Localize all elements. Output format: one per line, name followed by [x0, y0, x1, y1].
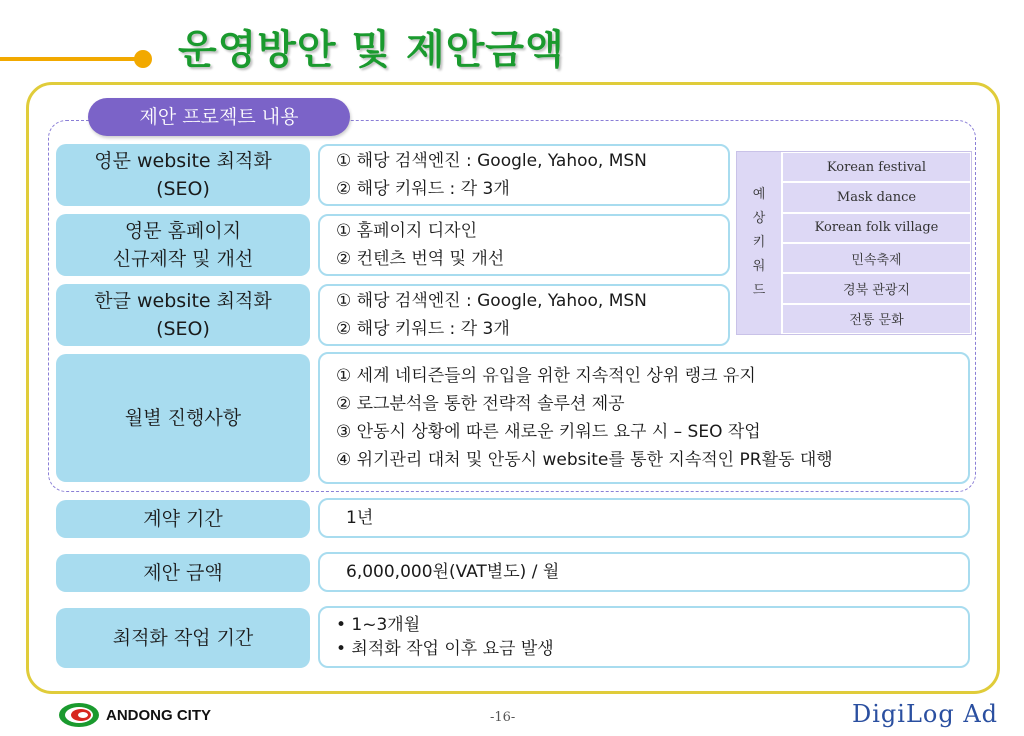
- row-label-line: 영문 홈페이지: [124, 220, 242, 242]
- side-label-char: 드: [752, 283, 766, 298]
- row-content-monthly-progress: [318, 352, 970, 484]
- keyword-cell: 민속축제: [783, 244, 970, 272]
- row-label-line: 제안 금액: [143, 562, 223, 584]
- andong-emblem-icon: [58, 702, 100, 728]
- title-accent-line: [0, 57, 140, 61]
- content-line: ② 로그분석을 통한 전략적 솔루션 제공: [336, 394, 625, 414]
- content-line: ③ 안동시 상황에 따른 새로운 키워드 요구 시 – SEO 작업: [336, 422, 761, 442]
- logo-text: ANDONG CITY: [106, 706, 211, 724]
- row-label-line: 계약 기간: [143, 508, 223, 530]
- row-label-korean-seo: [56, 284, 310, 346]
- keyword-cell: Korean folk village: [783, 214, 970, 242]
- row-label-line: 최적화 작업 기간: [112, 627, 254, 649]
- page-number: -16-: [490, 710, 516, 725]
- content-line: 1년: [346, 508, 374, 528]
- content-line: • 최적화 작업 이후 요금 발생: [336, 639, 554, 659]
- row-content-optimization-period: [318, 606, 970, 668]
- row-content-korean-seo: [318, 284, 730, 346]
- row-label-line: 영문 website 최적화: [94, 150, 272, 172]
- content-line: ② 해당 키워드 : 각 3개: [336, 179, 510, 199]
- row-content-contract-period: [318, 498, 970, 538]
- content-line: ① 홈페이지 디자인: [336, 221, 478, 241]
- expected-keywords-table: [736, 151, 972, 335]
- row-label-optimization-period: [56, 608, 310, 668]
- side-label-char: 상: [752, 211, 766, 226]
- keyword-cell: Mask dance: [783, 183, 970, 211]
- row-label-line: 신규제작 및 개선: [112, 248, 254, 270]
- side-label-char: 예: [752, 187, 766, 202]
- row-label-english-homepage: [56, 214, 310, 276]
- andong-city-logo: [58, 702, 211, 728]
- content-line: ② 컨텐츠 번역 및 개선: [336, 249, 505, 269]
- side-label-char: 워: [752, 259, 766, 274]
- content-line: ① 해당 검색엔진 : Google, Yahoo, MSN: [336, 291, 647, 311]
- keyword-list: [783, 152, 971, 334]
- keyword-cell: 경북 관광지: [783, 274, 970, 302]
- row-content-english-homepage: [318, 214, 730, 276]
- row-content-proposal-amount: [318, 552, 970, 592]
- content-line: ② 해당 키워드 : 각 3개: [336, 319, 510, 339]
- content-line: 6,000,000원(VAT별도) / 월: [346, 562, 560, 582]
- digilog-brand-logo: DigiLog Ad: [852, 700, 999, 728]
- keyword-cell: Korean festival: [783, 153, 970, 181]
- row-label-line: (SEO): [156, 318, 210, 340]
- content-line: ① 해당 검색엔진 : Google, Yahoo, MSN: [336, 151, 647, 171]
- row-label-contract-period: [56, 500, 310, 538]
- row-label-proposal-amount: [56, 554, 310, 592]
- keywords-side-label: [737, 152, 781, 334]
- side-label-char: 키: [752, 235, 766, 250]
- section-label-pill: 제안 프로젝트 내용: [88, 98, 350, 136]
- page-title: 운영방안 및 제안금액: [178, 27, 565, 73]
- content-line: • 1~3개월: [336, 615, 421, 635]
- content-line: ④ 위기관리 대처 및 안동시 website를 통한 지속적인 PR활동 대행: [336, 450, 833, 470]
- row-label-english-seo: [56, 144, 310, 206]
- row-label-line: 한글 website 최적화: [94, 290, 272, 312]
- title-accent-dot: [134, 50, 152, 68]
- row-label-line: (SEO): [156, 178, 210, 200]
- row-label-monthly-progress: [56, 354, 310, 482]
- content-line: ① 세계 네티즌들의 유입을 위한 지속적인 상위 랭크 유지: [336, 366, 756, 386]
- row-content-english-seo: [318, 144, 730, 206]
- keyword-cell: 전통 문화: [783, 305, 970, 333]
- row-label-line: 월별 진행사항: [124, 407, 242, 429]
